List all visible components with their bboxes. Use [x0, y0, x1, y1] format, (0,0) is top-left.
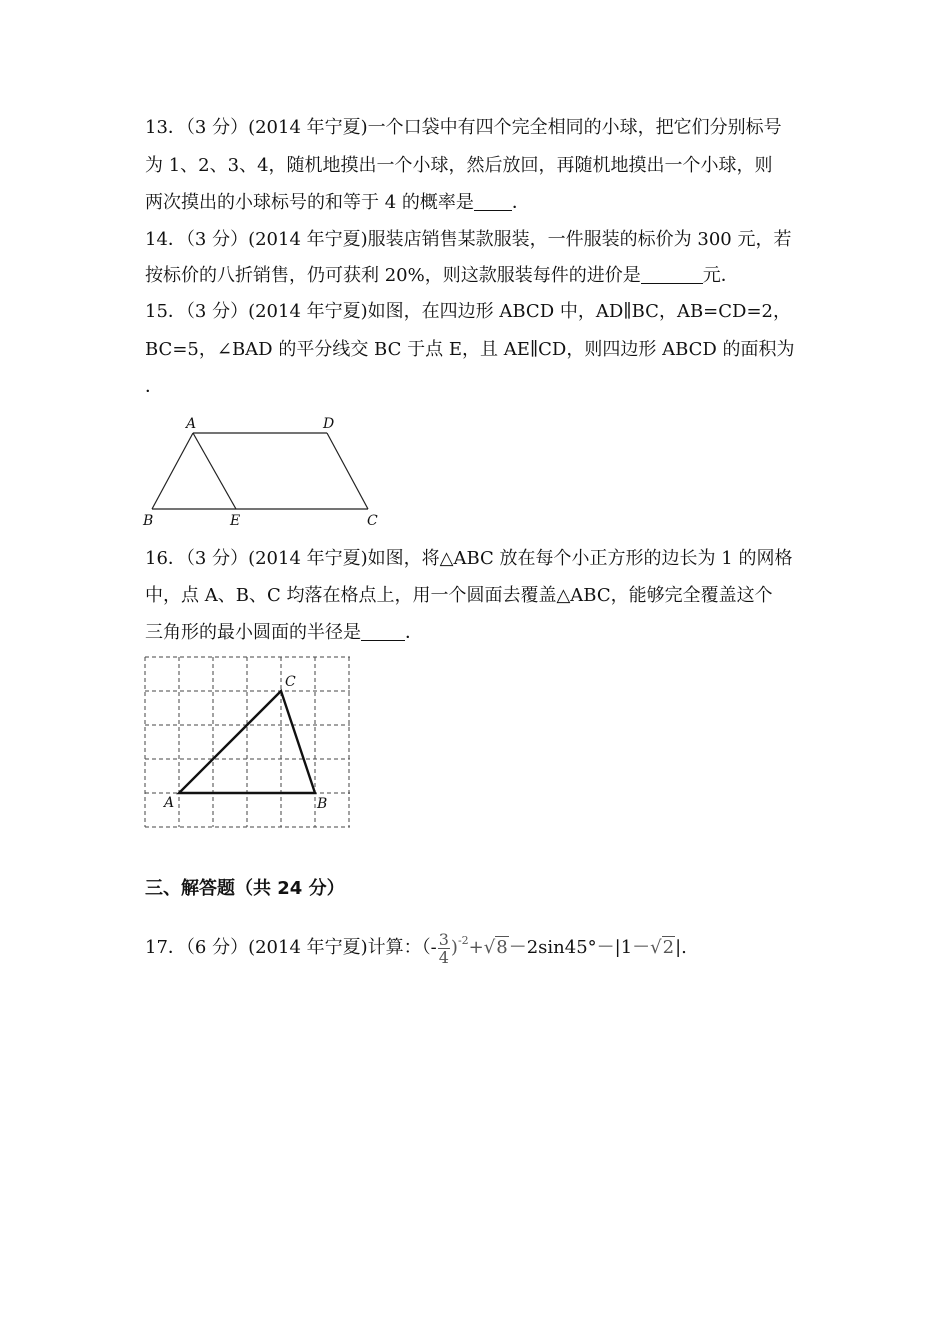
q17-mid: －2sin45°－|1－ [508, 937, 651, 958]
q14-answer-blank [641, 265, 703, 284]
q17-sqrt-8: √8 [483, 937, 508, 958]
q16-line3-end: ． [405, 622, 423, 643]
q16-line1: 16．（3 分）(2014 年宁夏)如图，将△ABC 放在每个小正方形的边长为 1 的网格 [145, 548, 793, 569]
segment-DC [327, 433, 368, 509]
q15-line2: BC=5，∠BAD 的平分线交 BC 于点 E，且 AE∥CD，则四边形 ABCD 的面积为 [145, 339, 795, 360]
label-D: D [323, 416, 335, 432]
q17-sqrt2-arg: 2 [662, 937, 675, 958]
q13-line2: 为 1、2、3、4，随机地摸出一个小球，然后放回，再随机地摸出一个小球，则 [145, 155, 773, 176]
q16-line2: 中，点 A、B、C 均落在格点上，用一个圆面去覆盖△ABC，能够完全覆盖这个 [145, 585, 773, 606]
q17-paren-close: ) [450, 937, 458, 958]
q15-line3: ． [145, 376, 163, 397]
q17-sqrt-2: √2 [650, 937, 675, 958]
q17-exponent: -2 [457, 934, 469, 947]
q15-parallelogram-figure [140, 410, 390, 535]
label-A: A [164, 795, 175, 811]
q16-line3-text: 三角形的最小圆面的半径是 [145, 622, 361, 643]
q16-grid-triangle-figure [140, 650, 360, 835]
q13-answer-blank [474, 192, 512, 211]
q17-frac-den: 4 [438, 947, 449, 967]
q13-line3-end: ． [511, 192, 530, 213]
q16-line3 [145, 622, 423, 644]
label-A: A [186, 416, 197, 432]
label-C: C [285, 674, 296, 690]
segment-AE [193, 433, 236, 509]
q17-line [145, 924, 687, 966]
q14-line1: 14．（3 分）(2014 年宁夏)服装店销售某款服装，一件服装的标价为 300 元，若 [145, 229, 792, 250]
q16-answer-blank [361, 622, 405, 641]
q13-line1: 13．（3 分）(2014 年宁夏)一个口袋中有四个完全相同的小球，把它们分别标号 [145, 117, 782, 138]
label-E: E [230, 513, 241, 529]
q17-fraction [438, 931, 450, 966]
q17-frac-num: 3 [438, 929, 449, 949]
label-C: C [367, 513, 378, 529]
label-B: B [317, 796, 328, 812]
section-heading: 三、解答题（共 24 分） [145, 878, 345, 899]
q14-line2-text: 按标价的八折销售，仍可获利 20%，则这款服装每件的进价是 [145, 265, 641, 286]
label-B: B [143, 513, 154, 529]
q14-line2-end: 元． [702, 265, 739, 286]
q15-line1: 15．（3 分）(2014 年宁夏)如图，在四边形 ABCD 中，AD∥BC，AB=CD=2， [145, 301, 791, 322]
q17-suffix: |. [675, 937, 687, 958]
q17-prefix: 17．（6 分）(2014 年宁夏)计算：（- [145, 937, 437, 958]
q17-sqrt1-arg: 8 [496, 937, 508, 958]
q13-line3 [145, 192, 530, 214]
segment-AB [152, 433, 193, 509]
q13-line3-text: 两次摸出的小球标号的和等于 4 的概率是 [145, 192, 474, 213]
q17-plus: + [468, 937, 484, 958]
q14-line2 [145, 265, 739, 287]
